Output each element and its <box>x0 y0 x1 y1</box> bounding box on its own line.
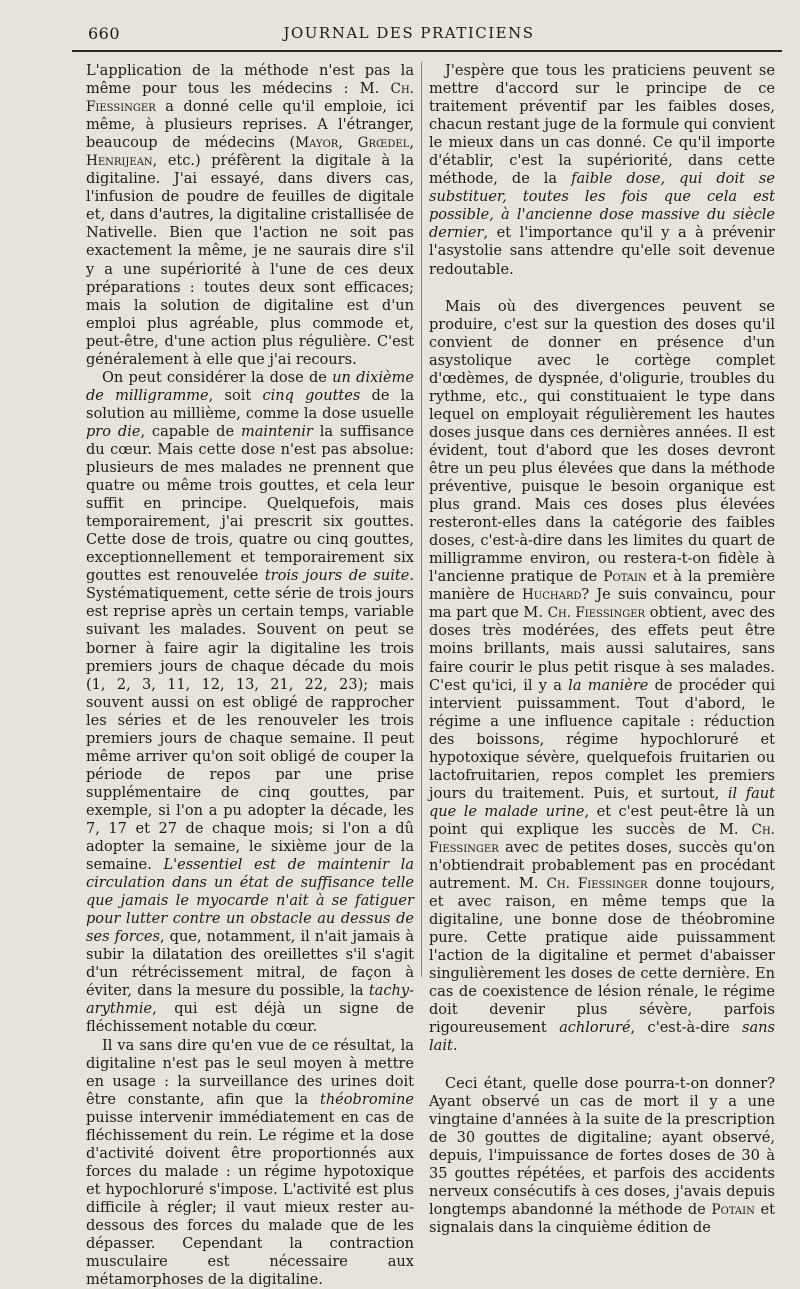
italic-run: maintenir <box>240 422 313 440</box>
text-run: . <box>452 1037 458 1055</box>
small-caps-run: Ch. Fiessinger <box>547 605 646 622</box>
text-run: , etc.) préfèrent la digitale à la digitaline. J'ai essayé, dans divers cas, l'infusion de poudre de feuilles de digitale et, dans d'autres, la digitaline cristallisée de Nativelle. Bien que l'action ne soit pas exactement la même, je ne saurais dire s'il y a une supériorité à l'une de ces deux préparations : toutes deux sont efficaces; mais la solution de digitaline est d'un emploi plus agréable, plus commode et, peut-être, d'une action plus régulière. C'est généralement à elle que j'ai recours. <box>86 152 414 368</box>
text-run: et signalais dans la cinquième édition de <box>429 1200 775 1236</box>
paragraph <box>429 62 775 279</box>
text-run: On peut considérer la dose de <box>102 368 333 386</box>
text-run: Mais où des divergences peuvent se produire, c'est sur la question des doses qu'il convient de donner en présence d'un asystolique avec le cortège complet d'œdèmes, de dyspnée, d'oligurie, troubles du rythme, etc., qui constituaient le type dans lequel on employait régulièrement les hautes doses jusque dans ces dernières années. Il est évident, tout d'abord que les doses devront être un peu plus élevées que dans la méthode préventive, puisque le besoin organique est plus grand. Mais ces doses plus élevées resteront-elles dans la catégorie des faibles doses, c'est-à-dire dans les limites du quart de milligramme environ, ou restera-t-on fidèle à l'ancienne pratique de <box>429 297 775 586</box>
italic-run: la manière <box>568 676 649 694</box>
italic-run: un dixième de milligramme <box>86 368 414 404</box>
text-run: la suffisance du cœur. Mais cette dose n'est pas absolue: plusieurs de mes malades ne prennent que quatre ou même trois gouttes, et cela leur suffit en principe. Quelquefois, mais temporairement, j'ai prescrit six gouttes. Cette dose de trois, quatre ou cinq gouttes, exceptionnellement et temporairement six gouttes est renouvelée <box>86 422 414 585</box>
small-caps-run: Grœdel <box>357 135 410 152</box>
journal-title: JOURNAL DES PRATICIENS <box>283 24 535 42</box>
text-run: , que, notamment, il n'ait jamais à subir la dilatation des oreillettes s'il s'agit d'un rétrécissement mitral, de façon à éviter, dans la mesure du possible, la <box>86 928 414 1000</box>
small-caps-run: Ch. Fiessinger <box>546 876 648 893</box>
paragraph <box>86 1037 414 1289</box>
italic-run: cinq gouttes <box>262 386 361 404</box>
italic-run: sans lait <box>429 1019 776 1055</box>
text-run: ? Je suis convaincu, pour ma part que M. <box>429 586 775 622</box>
header-rule <box>72 50 782 52</box>
small-caps-run: Huchard <box>521 587 582 604</box>
right-column <box>429 62 775 1237</box>
paragraph <box>86 62 414 369</box>
text-run: de procéder qui intervient puissamment. Tout d'abord, le régime a une influence capitale : réduction des boissons, régime hypochloruré et hypotoxique sévère, quelquefois fruitarien ou lactofruitarien, repos complet les premiers jours du traitement. Puis, et surtout, <box>429 676 775 802</box>
text-run: a donné celle qu'il emploie, ici même, à plusieurs reprises. A l'étranger, beaucoup de médecins ( <box>86 98 414 152</box>
text-run: , et l'importance qu'il y a à prévenir l'asystolie sans attendre qu'elle soit devenue redoutable. <box>429 224 775 278</box>
italic-run: faible dose, qui doit se substituer, toutes les fois que cela est possible, à l'ancienne dose massive du siècle dernier <box>429 170 775 242</box>
text-run: , soit <box>208 386 263 404</box>
text-run: , <box>409 134 414 152</box>
italic-run: théobromine <box>319 1090 414 1108</box>
italic-run: trois jours de suite <box>264 567 410 585</box>
paragraph <box>429 1075 775 1237</box>
text-run: obtient, avec des doses très modérées, des effets peut être moins brillants, mais aussi salutaires, sans faire courir le plus petit risque à ses malades. C'est qu'ici, il y a <box>429 604 776 694</box>
small-caps-run: Henrijean <box>86 153 153 170</box>
text-run: et à la première manière de <box>429 568 775 604</box>
small-caps-run: Potain <box>711 1201 755 1218</box>
italic-run: pro die <box>86 422 141 440</box>
column-divider <box>421 62 422 977</box>
small-caps-run: Ch. Fiessinger <box>86 81 414 116</box>
text-run: , et c'est peut-être là un point qui explique les succès de M. <box>429 802 775 838</box>
small-caps-run: Potain <box>603 569 647 586</box>
text-run: , <box>338 134 358 152</box>
text-run: Ceci étant, quelle dose pourra-t-on donner? Ayant observé un cas de mort il y a une vingtaine d'années à la suite de la prescription de 30 gouttes de digitaline; ayant observé, depuis, l'impuissance de fortes doses de 30 à 35 gouttes répétées, et parfois des accidents nerveux consécutifs à ces doses, j'avais depuis longtemps abandonné la méthode de <box>429 1074 775 1218</box>
text-run: puisse intervenir immédiatement en cas de fléchissement du rein. Le régime et la dose d'activité doivent être proportionnés aux forces du malade : un régime hypotoxique et hypochloruré s'impose. L'activité est plus difficile à régler; il vaut mieux rester au-dessous des forces du malade que de les dépasser. Cependant la contraction musculaire est nécessaire aux métamorphoses de la digitaline. <box>86 1108 414 1289</box>
text-run: Il va sans dire qu'en vue de ce résultat, la digitaline n'est pas le seul moyen à mettre en usage : la surveillance des urines doit être constante, afin que la <box>86 1036 414 1108</box>
italic-run: achloruré <box>559 1019 631 1037</box>
paragraph <box>86 369 414 1037</box>
text-run: de la solution au millième, comme la dose usuelle <box>86 386 415 422</box>
small-caps-run: Mayor <box>295 135 339 152</box>
text-run: L'application de la méthode n'est pas la même pour tous les médecins : M. <box>86 62 414 98</box>
italic-run: L'essentiel est de maintenir la circulation dans un état de suffisance telle que jamais le myocarde n'ait à se fatiguer pour lutter contre un obstacle au dessus de ses forces <box>86 856 415 946</box>
page-number: 660 <box>88 24 121 43</box>
left-column <box>86 62 414 1289</box>
text-run: donne toujours, et avec raison, en même temps que la digitaline, une bonne dose de théobromine pure. Cette pratique aide puissamment l'action de la digitaline et permet d'abaisser singulièrement les doses de cette dernière. En cas de coexistence de lésion rénale, le régime doit devenir plus sévère, parfois rigoureusement <box>429 875 775 1037</box>
running-header <box>48 24 770 50</box>
text-run: avec de petites doses, succès qu'on n'obtiendrait probablement pas en procédant autrement. M. <box>429 838 775 893</box>
text-run: , qui est déjà un signe de fléchissement notable du cœur. <box>86 1000 414 1036</box>
text-run: . Systématiquement, cette série de trois jours est reprise après un certain temps, variable suivant les malades. Souvent on peut se borner à faire agir la digitaline les trois premiers jours de chaque décade du mois (1, 2, 3, 11, 12, 13, 21, 22, 23); mais souvent aussi on est obligé de rapprocher les séries et de les renouveler les trois premiers jours de chaque semaine. Il peut même arriver qu'on soit obligé de couper la période de repos par une prise supplémentaire de cinq gouttes, par exemple, si l'on a pu adopter la décade, les 7, 17 et 27 de chaque mois; si l'on a dû adopter la semaine, le sixième jour de la semaine. <box>86 567 414 874</box>
italic-run: il faut que le malade urine <box>429 784 775 820</box>
text-run: J'espère que tous les praticiens peuvent se mettre d'accord sur le principe de ce traitement préventif par les faibles doses, chacun restant juge de la formule qui convient le mieux dans un cas donné. Ce qu'il importe d'établir, c'est la supériorité, dans cette méthode, de la <box>429 62 775 188</box>
text-run: , capable de <box>140 422 241 440</box>
italic-run: tachy-arythmie <box>86 982 414 1018</box>
text-run: , c'est-à-dire <box>630 1019 743 1037</box>
paragraph <box>429 298 775 1056</box>
small-caps-run: Ch. Fiessinger <box>429 821 775 856</box>
